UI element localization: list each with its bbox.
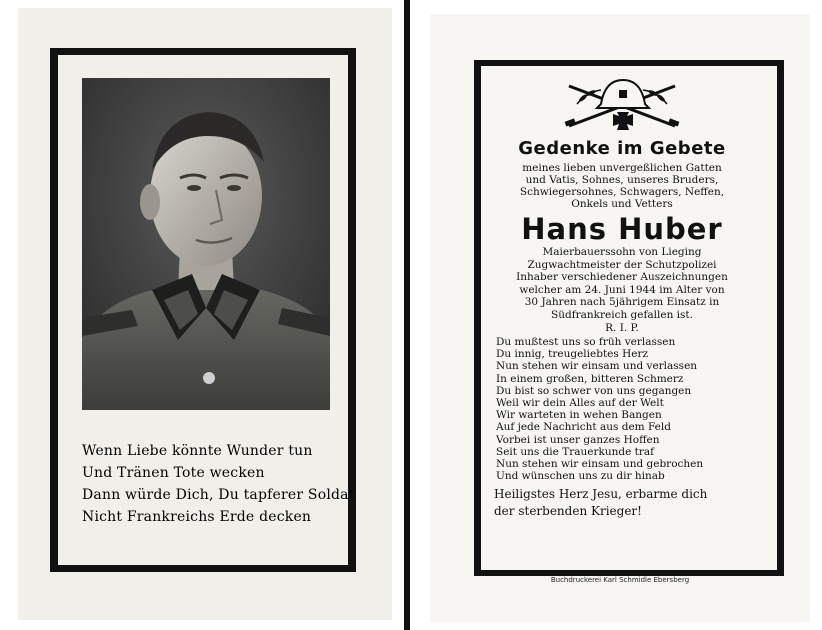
- detail-line: 30 Jahren nach 5jährigem Einsatz in: [524, 296, 720, 308]
- detail-line: Zugwachtmeister der Schutzpolizei: [527, 258, 717, 271]
- intro-line: und Vatis, Sohnes, unseres Bruders,: [525, 174, 719, 186]
- helmet-swords-emblem-icon: [557, 74, 687, 134]
- printer-imprint: Buchdruckerei Karl Schmidle Ebersberg: [550, 576, 690, 584]
- intro-line: Onkels und Vetters: [571, 198, 673, 210]
- verse-line: Vorbei ist unser ganzes Hoffen: [496, 433, 660, 446]
- left-poem: [82, 440, 355, 528]
- verse-line: Du innig, treugeliebtes Herz: [496, 348, 649, 361]
- verse-line: Auf jede Nachricht aus dem Feld: [496, 421, 671, 434]
- intro-line: meines lieben unvergeßlichen Gatten: [522, 162, 722, 174]
- poem-line: Dann würde Dich, Du tapferer Soldat: [82, 487, 355, 503]
- right-card-text: [480, 66, 764, 520]
- portrait-illustration: [82, 78, 330, 410]
- deceased-name: Hans Huber: [521, 212, 723, 246]
- prayer: [480, 486, 764, 520]
- image-separator: [404, 0, 410, 630]
- verse-line: In einem großen, bitteren Schmerz: [496, 372, 684, 385]
- verse-line: Nun stehen wir einsam und verlassen: [496, 360, 698, 373]
- rip-text: R. I. P.: [605, 322, 639, 334]
- verse-line: Und wünschen uns zu dir hinab: [496, 470, 665, 483]
- verse-line: Du mußtest uns so früh verlassen: [496, 336, 676, 348]
- poem-line: Nicht Frankreichs Erde decken: [82, 509, 312, 525]
- verse: [480, 336, 764, 482]
- intro-line: Schwiegersohnes, Schwagers, Neffen,: [519, 186, 725, 198]
- prayer-line: Heiligstes Herz Jesu, erbarme dich: [494, 487, 708, 502]
- verse-line: Nun stehen wir einsam und gebrochen: [496, 458, 704, 471]
- soldier-portrait-photo: [82, 78, 330, 410]
- verse-line: Du bist so schwer von uns gegangen: [496, 384, 692, 397]
- detail-line: Südfrankreich gefallen ist.: [551, 308, 693, 321]
- detail-line: welcher am 24. Juni 1944 im Alter von: [519, 283, 725, 296]
- prayer-line: der sterbenden Krieger!: [494, 504, 642, 519]
- heading: Gedenke im Gebete: [518, 138, 726, 159]
- poem-line: Wenn Liebe könnte Wunder tun: [82, 443, 313, 459]
- verse-line: Seit uns die Trauerkunde traf: [496, 445, 655, 458]
- detail-line: Maierbauerssohn von Lieging: [542, 246, 702, 258]
- verse-line: Wir warteten in wehen Bangen: [496, 409, 662, 422]
- detail-line: Inhaber verschiedener Auszeichnungen: [516, 271, 728, 283]
- verse-line: Weil wir dein Alles auf der Welt: [496, 397, 664, 410]
- poem-line: Und Tränen Tote wecken: [82, 465, 265, 481]
